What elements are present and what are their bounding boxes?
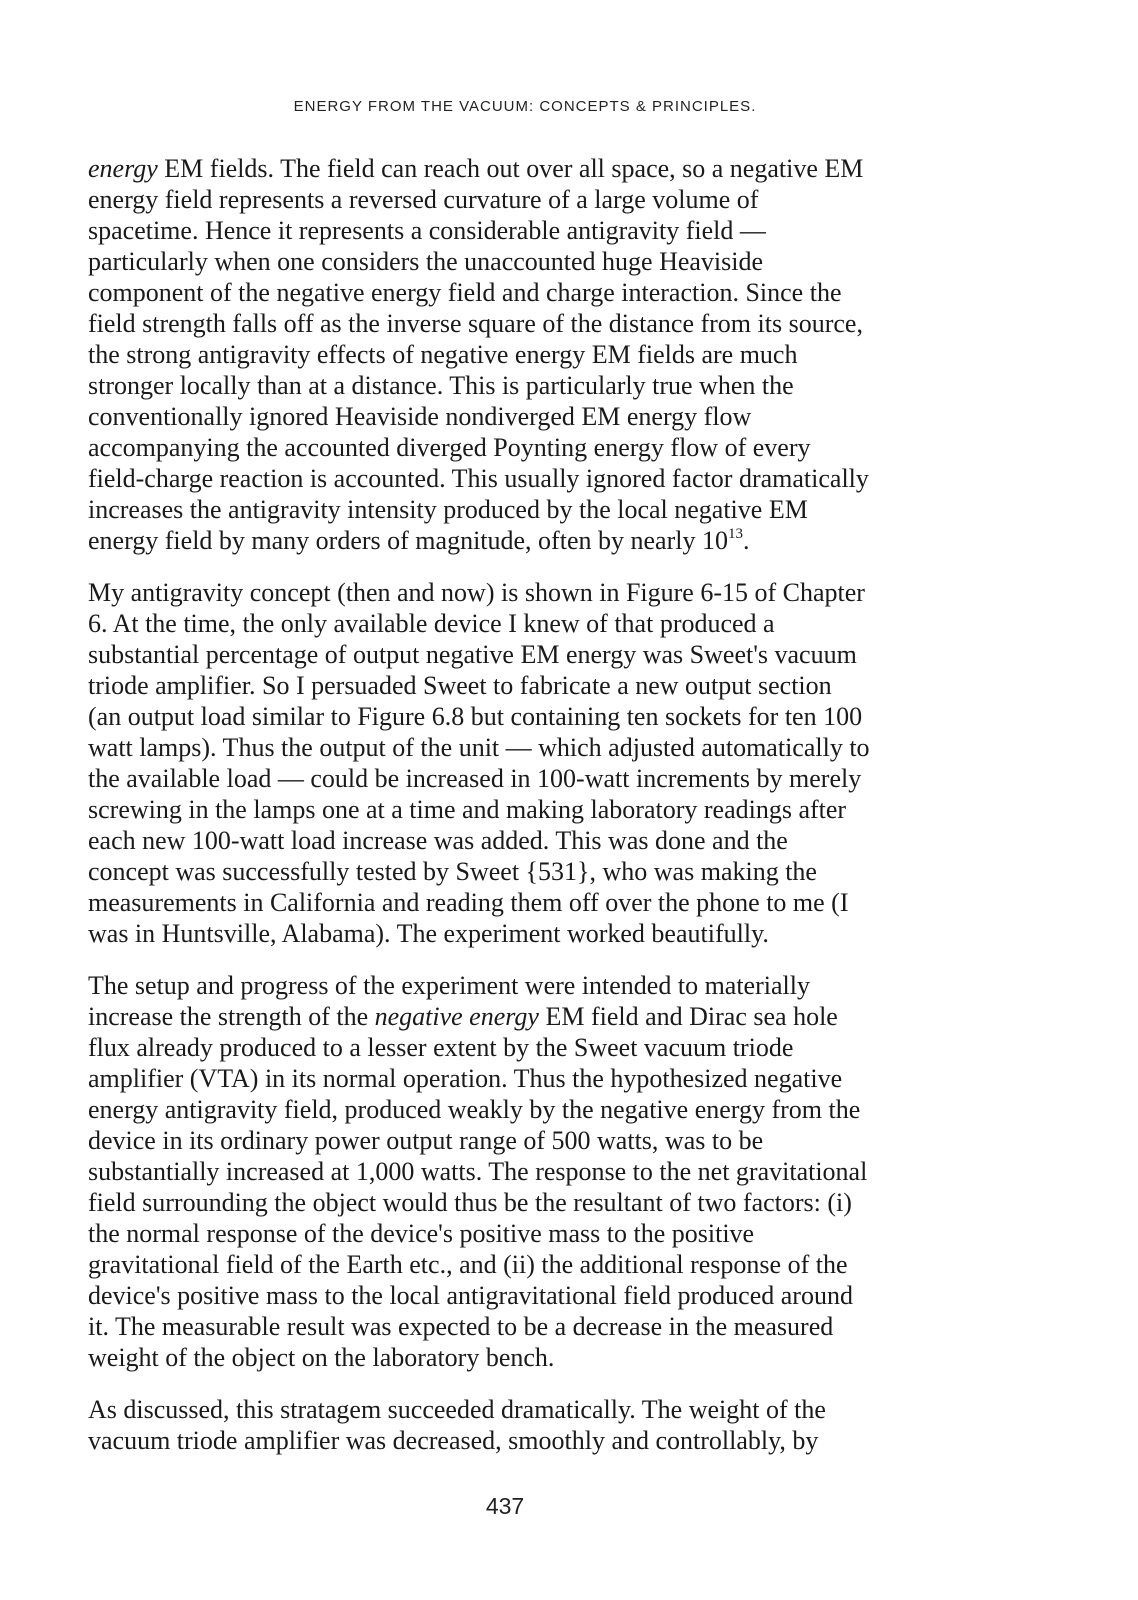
text-run: energy antigravity field, produced weakly by the negative energy from the [88, 1095, 861, 1124]
text-line [88, 1280, 938, 1311]
text-run: The setup and progress of the experiment were intended to materially [88, 971, 810, 1000]
text-line [88, 1032, 938, 1063]
text-line [88, 970, 938, 1001]
text-line [88, 1342, 938, 1373]
text-run: field-charge reaction is accounted. This usually ignored factor dramatically [88, 464, 869, 493]
text-run: device in its ordinary power output range of 500 watts, was to be [88, 1126, 764, 1155]
text-line [88, 1094, 938, 1125]
text-line [88, 1218, 938, 1249]
text-run: substantially increased at 1,000 watts. The response to the net gravitational [88, 1157, 868, 1186]
text-run: substantial percentage of output negative EM energy was Sweet's vacuum [88, 640, 857, 669]
text-run: triode amplifier. So I persuaded Sweet to fabricate a new output section [88, 671, 832, 700]
text-line [88, 246, 938, 277]
text-run: component of the negative energy field and charge interaction. Since the [88, 278, 842, 307]
text-run: field strength falls off as the inverse square of the distance from its source, [88, 309, 863, 338]
text-run: EM fields. The field can reach out over all space, so a negative EM [157, 154, 864, 183]
text-run: . [742, 526, 750, 555]
text-run: watt lamps). Thus the output of the unit — which adjusted automatically to [88, 733, 870, 762]
text-run: vacuum triode amplifier was decreased, smoothly and controllably, by [88, 1426, 819, 1455]
page-number: 437 [485, 1493, 525, 1519]
text-run: As discussed, this stratagem succeeded dramatically. The weight of the [88, 1395, 826, 1424]
text-line [88, 215, 938, 246]
superscript: 13 [727, 526, 743, 542]
text-line [88, 1063, 938, 1094]
italic-text: negative energy [374, 1002, 539, 1031]
text-line [88, 1125, 938, 1156]
text-line [88, 670, 938, 701]
text-line [88, 732, 938, 763]
text-line [88, 1187, 938, 1218]
text-line [88, 763, 938, 794]
text-run: energy field represents a reversed curvature of a large volume of [88, 185, 759, 214]
paragraph-1 [88, 153, 938, 556]
text-run: was in Huntsville, Alabama). The experiment worked beautifully. [88, 919, 769, 948]
text-line [88, 1156, 938, 1187]
text-line [88, 794, 938, 825]
text-line [88, 701, 938, 732]
text-line [88, 308, 938, 339]
text-run: the strong antigravity effects of negative energy EM fields are much [88, 340, 798, 369]
paragraph-2 [88, 577, 938, 949]
text-line [88, 577, 938, 608]
text-run: increase the strength of the [88, 1002, 375, 1031]
text-line [88, 1425, 938, 1456]
text-run: My antigravity concept (then and now) is shown in Figure 6-15 of Chapter [88, 578, 865, 607]
text-run: stronger locally than at a distance. This is particularly true when the [88, 371, 794, 400]
text-line [88, 825, 938, 856]
text-run: the normal response of the device's positive mass to the positive [88, 1219, 755, 1248]
text-run: the available load — could be increased in 100-watt increments by merely [88, 764, 862, 793]
text-line [88, 887, 938, 918]
text-run: 6. At the time, the only available device I knew of that produced a [88, 609, 775, 638]
text-line [88, 339, 938, 370]
text-line [88, 463, 938, 494]
text-line [88, 401, 938, 432]
text-run: accompanying the accounted diverged Poynting energy flow of every [88, 433, 811, 462]
text-line [88, 525, 938, 556]
text-run: each new 100-watt load increase was added. This was done and the [88, 826, 788, 855]
text-run: device's positive mass to the local antigravitational field produced around [88, 1281, 853, 1310]
text-run: gravitational field of the Earth etc., and (ii) the additional response of the [88, 1250, 848, 1279]
running-head: ENERGY FROM THE VACUUM: CONCEPTS & PRINCIPLES. [293, 98, 757, 115]
text-line [88, 370, 938, 401]
text-line [88, 494, 938, 525]
text-line [88, 432, 938, 463]
text-run: field surrounding the object would thus be the resultant of two factors: (i) [88, 1188, 852, 1217]
text-run: weight of the object on the laboratory bench. [88, 1343, 555, 1372]
paragraph-3 [88, 970, 938, 1373]
text-run: amplifier (VTA) in its normal operation. Thus the hypothesized negative [88, 1064, 843, 1093]
text-line [88, 1001, 938, 1032]
text-line [88, 608, 938, 639]
text-line [88, 856, 938, 887]
text-line [88, 1249, 938, 1280]
text-run: energy field by many orders of magnitude, often by nearly 10 [88, 526, 728, 555]
text-line [88, 184, 938, 215]
text-run: measurements in California and reading them off over the phone to me (I [88, 888, 849, 917]
text-run: increases the antigravity intensity produced by the local negative EM [88, 495, 808, 524]
text-line [88, 918, 938, 949]
text-run: (an output load similar to Figure 6.8 but containing ten sockets for ten 100 [88, 702, 863, 731]
body-text [88, 153, 938, 1477]
text-line [88, 639, 938, 670]
text-line [88, 1394, 938, 1425]
text-line [88, 277, 938, 308]
italic-text: energy [88, 154, 158, 183]
text-run: particularly when one considers the unaccounted huge Heaviside [88, 247, 764, 276]
text-line [88, 153, 938, 184]
text-run: concept was successfully tested by Sweet {531}, who was making the [88, 857, 817, 886]
text-run: conventionally ignored Heaviside nondiverged EM energy flow [88, 402, 752, 431]
paragraph-4 [88, 1394, 938, 1456]
text-run: flux already produced to a lesser extent by the Sweet vacuum triode [88, 1033, 794, 1062]
text-run: spacetime. Hence it represents a considerable antigravity field — [88, 216, 766, 245]
text-run: EM field and Dirac sea hole [538, 1002, 838, 1031]
text-run: it. The measurable result was expected to be a decrease in the measured [88, 1312, 834, 1341]
text-line [88, 1311, 938, 1342]
text-run: screwing in the lamps one at a time and making laboratory readings after [88, 795, 847, 824]
